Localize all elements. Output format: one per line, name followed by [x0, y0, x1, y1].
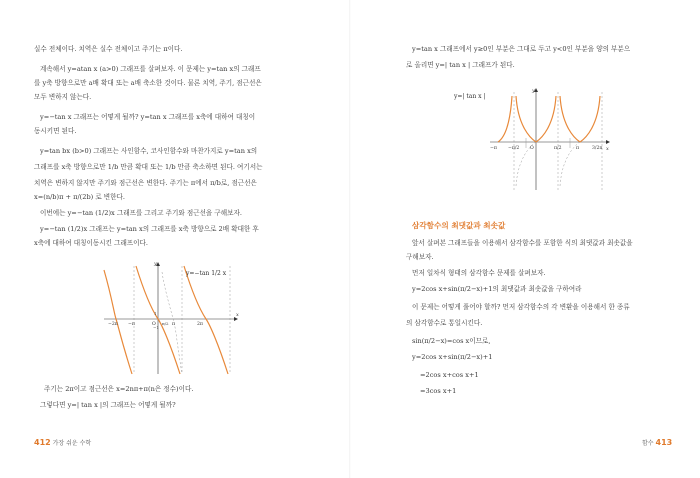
- left-paragraph: 그래프를 x축 방향으로만 1/b 만큼 확대 또는 1/b 만큼 축소하면 된다. 여기서는: [34, 163, 263, 171]
- right-paragraph: =3cos x+1: [420, 387, 457, 395]
- left-paragraph: 주기는 2π이고 점근선은 x=2nπ+π(n은 정수)이다.: [44, 385, 194, 393]
- right-paragraph: y=2cos x+sin(π/2−x)+1의 최댓값과 최솟값을 구하여라: [412, 285, 582, 293]
- right-paragraph: 구해보자.: [406, 253, 434, 261]
- left-paragraph: y=−tan x 그래프는 어떻게 될까? y=tan x 그래프를 x축에 대하여 대칭이: [40, 113, 256, 121]
- left-paragraph: 동시키면 된다.: [34, 127, 77, 135]
- left-paragraph: x축에 대하여 대칭이동시킨 그래프이다.: [34, 239, 149, 247]
- graph-abs-tan-x: [450, 86, 610, 196]
- tick-label: O: [152, 322, 156, 327]
- right-paragraph: y=tan x 그래프에서 y≥0인 부분은 그대로 두고 y<0인 부분을 양의 부분으: [412, 45, 631, 53]
- tick-label: π/2: [162, 321, 169, 326]
- left-paragraph: 모두 변하지 않는다.: [34, 93, 92, 101]
- left-paragraph: 를 y축 방향으로만 a배 확대 또는 a배 축소한 것이다. 물론 치역, 주기, 점근선은: [34, 79, 262, 87]
- chapter-title: 함수: [642, 440, 654, 447]
- tick-label: O: [530, 146, 534, 151]
- tick-label: −2π: [108, 322, 118, 327]
- right-paragraph: sin(π/2−x)=cos x이므로,: [412, 337, 491, 345]
- book-title: 가장 쉬운 수학: [52, 440, 92, 447]
- left-paragraph: y=tan bx (b>0) 그래프는 사인함수, 코사인함수와 마찬가지로 y=tan x의: [40, 147, 258, 155]
- tick-label: −1: [153, 325, 159, 330]
- page-number: 413: [655, 438, 673, 447]
- left-paragraph: 그렇다면 y=| tan x |의 그래프는 어떻게 될까?: [40, 401, 176, 409]
- left-folio: [34, 438, 91, 447]
- right-paragraph: 의 삼각함수로 통일시킨다.: [406, 319, 483, 327]
- x-axis-label: x: [606, 146, 609, 152]
- tick-label: −π/2: [508, 146, 520, 151]
- tick-label: π: [576, 146, 580, 151]
- tick-label: 2π: [197, 322, 203, 327]
- x-axis-label: x: [236, 312, 239, 318]
- tick-label: 1: [154, 311, 157, 316]
- section-title: 삼각함수의 최댓값과 최솟값: [412, 221, 506, 230]
- left-paragraph: 실수 전체이다. 치역은 실수 전체이고 주기는 π이다.: [34, 45, 183, 53]
- graph-label: y=−tan 1/2 x: [186, 270, 227, 277]
- tick-label: −π: [490, 146, 497, 151]
- right-folio: [642, 438, 672, 447]
- right-paragraph: y=2cos x+sin(π/2−x)+1: [412, 353, 493, 361]
- y-axis-label: y: [532, 88, 535, 94]
- right-paragraph: 이 문제는 어떻게 풀어야 할까? 먼저 삼각함수의 각 변환을 이용해서 한 종류: [412, 303, 630, 311]
- left-paragraph: 치역은 변하지 않지만 주기와 점근선은 변한다. 주기는 π에서 π/b로, 점근선은: [34, 179, 257, 187]
- right-paragraph: 먼저 일차식 형태의 삼각함수 문제를 살펴보자.: [412, 269, 546, 277]
- graph-neg-tan-half-x: [100, 258, 240, 378]
- right-paragraph: 앞서 살펴본 그래프들을 이용해서 삼각함수를 포함한 식의 최댓값과 최솟값을: [412, 239, 633, 247]
- x-axis-arrow: [606, 140, 610, 144]
- left-paragraph: y=−tan (1/2)x 그래프는 y=tan x의 그래프를 x축 방향으로 2배 확대한 후: [40, 225, 259, 233]
- right-paragraph: 로 올리면 y=| tan x | 그래프가 된다.: [406, 61, 515, 69]
- y-axis-label: y: [154, 261, 157, 267]
- left-paragraph: x=(n/b)π + π/(2b) 로 변한다.: [34, 193, 126, 201]
- curve-branch: [560, 96, 600, 142]
- tick-label: 3/2π: [592, 146, 603, 151]
- right-paragraph: =2cos x+cos x+1: [420, 371, 479, 379]
- left-paragraph: 계속해서 y=atan x (a>0) 그래프를 살펴보자. 이 문제는 y=tan x의 그래프: [40, 65, 261, 73]
- page-number: 412: [34, 438, 51, 447]
- left-paragraph: 이번에는 y=−tan (1/2)x 그래프를 그리고 주기와 점근선을 구해보자.: [40, 209, 242, 217]
- curve-branch: [184, 266, 228, 374]
- tick-label: π/2: [554, 146, 562, 151]
- tick-label: π: [172, 322, 176, 327]
- tick-label: −π: [128, 322, 135, 327]
- graph-label: y=| tan x |: [454, 93, 486, 100]
- curve-branch: [498, 96, 512, 142]
- right-page: [350, 0, 700, 478]
